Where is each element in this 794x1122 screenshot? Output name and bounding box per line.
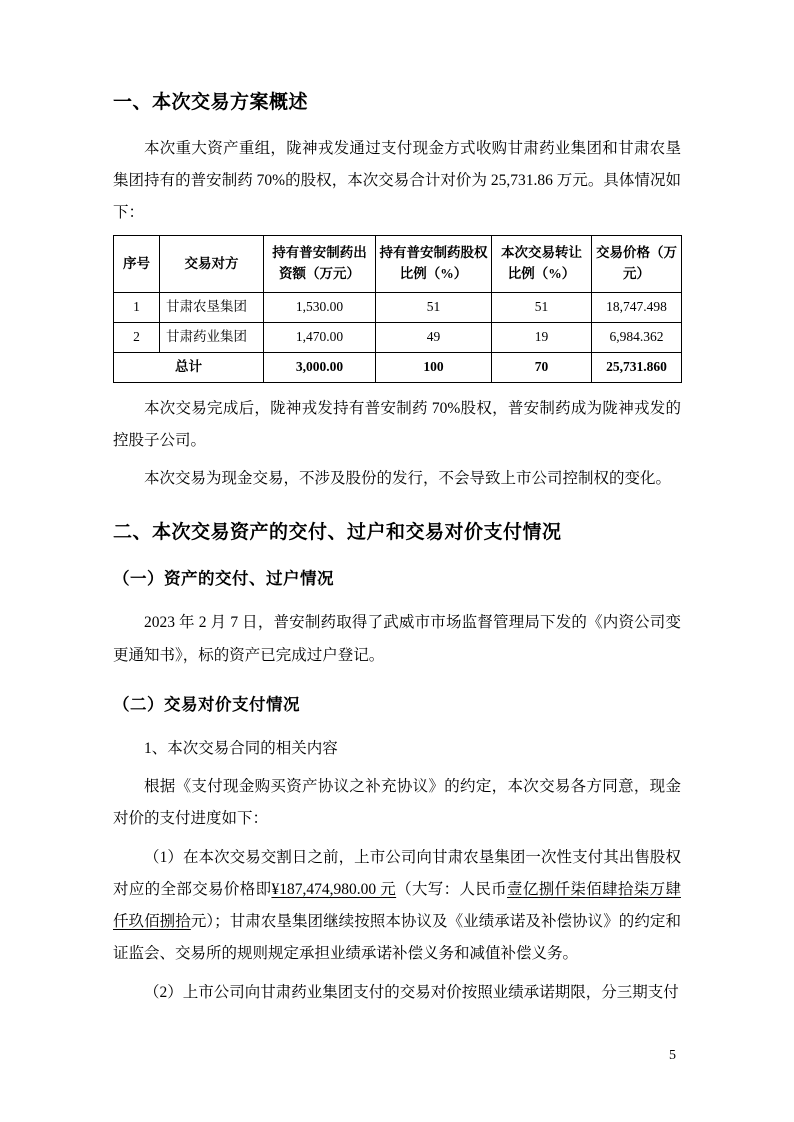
table-cell-total-equity-ratio: 100 — [376, 352, 492, 382]
table-row — [114, 293, 682, 323]
table-cell-equity-ratio: 51 — [376, 293, 492, 323]
table-cell-total-transfer-ratio: 70 — [492, 352, 592, 382]
table-header-cell: 交易对方 — [160, 236, 264, 293]
subsection-2-2-heading: （二）交易对价支付情况 — [113, 695, 300, 714]
table-cell-total-capital: 3,000.00 — [264, 352, 376, 382]
subsection-2-1-paragraph: 2023 年 2 月 7 日，普安制药取得了武威市市场监督管理局下发的《内资公司变更通知书》，标的资产已完成过户登记。 — [113, 614, 681, 664]
table-total-row — [114, 352, 682, 382]
payment-1-text-tail: 元）；甘肃农垦集团继续按照本协议及《业绩承诺及补偿协议》的约定和证监会、交易所的规则规定承担业绩承诺补偿义务和减值补偿义务。 — [113, 913, 681, 963]
table-cell-counterparty: 甘肃药业集团 — [160, 323, 264, 353]
table-cell-total-price: 25,731.860 — [592, 352, 682, 382]
table-header-row — [114, 236, 682, 293]
table-cell-equity-ratio: 49 — [376, 323, 492, 353]
payment-1-text-mid: （大写：人民币 — [396, 880, 508, 898]
table-cell-transfer-ratio: 19 — [492, 323, 592, 353]
payment-item-2-paragraph: （2）上市公司向甘肃药业集团支付的交易对价按照业绩承诺期限，分三期支付 — [144, 983, 679, 1001]
section-2-heading: 二、本次交易资产的交付、过户和交易对价支付情况 — [113, 521, 562, 543]
table-header-cell: 序号 — [114, 236, 160, 293]
table-cell-total-label: 总计 — [114, 352, 264, 382]
table-cell-price: 6,984.362 — [592, 323, 682, 353]
section-1-heading: 一、本次交易方案概述 — [113, 92, 309, 113]
transaction-table — [113, 235, 682, 383]
table-header-cell: 持有普安制药出资额（万元） — [264, 236, 376, 293]
table-cell-capital: 1,470.00 — [264, 323, 376, 353]
table-header-cell: 本次交易转让比例（%） — [492, 236, 592, 293]
payment-1-amount-capital: 壹亿捌仟柒佰肆拾柒万肆仟玖佰捌拾 — [113, 880, 681, 931]
table-header-cell: 交易价格（万元） — [592, 236, 682, 293]
table-cell-price: 18,747.498 — [592, 293, 682, 323]
page-number: 5 — [669, 1048, 676, 1063]
table-row — [114, 323, 682, 353]
table-cell-transfer-ratio: 51 — [492, 293, 592, 323]
table-cell-index: 2 — [114, 323, 160, 353]
payment-item-1-paragraph — [113, 842, 681, 971]
subsection-2-2-list-item-1: 1、本次交易合同的相关内容 — [144, 739, 338, 757]
table-cell-capital: 1,530.00 — [264, 293, 376, 323]
paragraph-after-table-1: 本次交易完成后，陇神戎发持有普安制药 70%股权，普安制药成为陇神戎发的控股子公司。 — [113, 399, 681, 450]
table-header-cell: 持有普安制药股权比例（%） — [376, 236, 492, 293]
subsection-2-2-paragraph-1: 根据《支付现金购买资产协议之补充协议》的约定，本次交易各方同意，现金对价的支付进度如下： — [113, 778, 681, 828]
section-1-intro-paragraph: 本次重大资产重组，陇神戎发通过支付现金方式收购甘肃药业集团和甘肃农垦集团持有的普安制药 70%的股权，本次交易合计对价为 25,731.86 万元。具体情况如下： — [113, 139, 681, 222]
subsection-2-1-heading: （一）资产的交付、过户情况 — [113, 570, 334, 589]
payment-1-amount-numeric: ¥187,474,980.00 元 — [271, 880, 397, 898]
paragraph-after-table-2: 本次交易为现金交易，不涉及股份的发行，不会导致上市公司控制权的变化。 — [144, 470, 672, 488]
table-cell-counterparty: 甘肃农垦集团 — [160, 293, 264, 323]
table-cell-index: 1 — [114, 293, 160, 323]
payment-1-text-lead: （1）在本次交易交割日之前，上市公司向甘肃农垦集团一次性支付其出售股权对应的全部交易价格即 — [113, 848, 681, 898]
